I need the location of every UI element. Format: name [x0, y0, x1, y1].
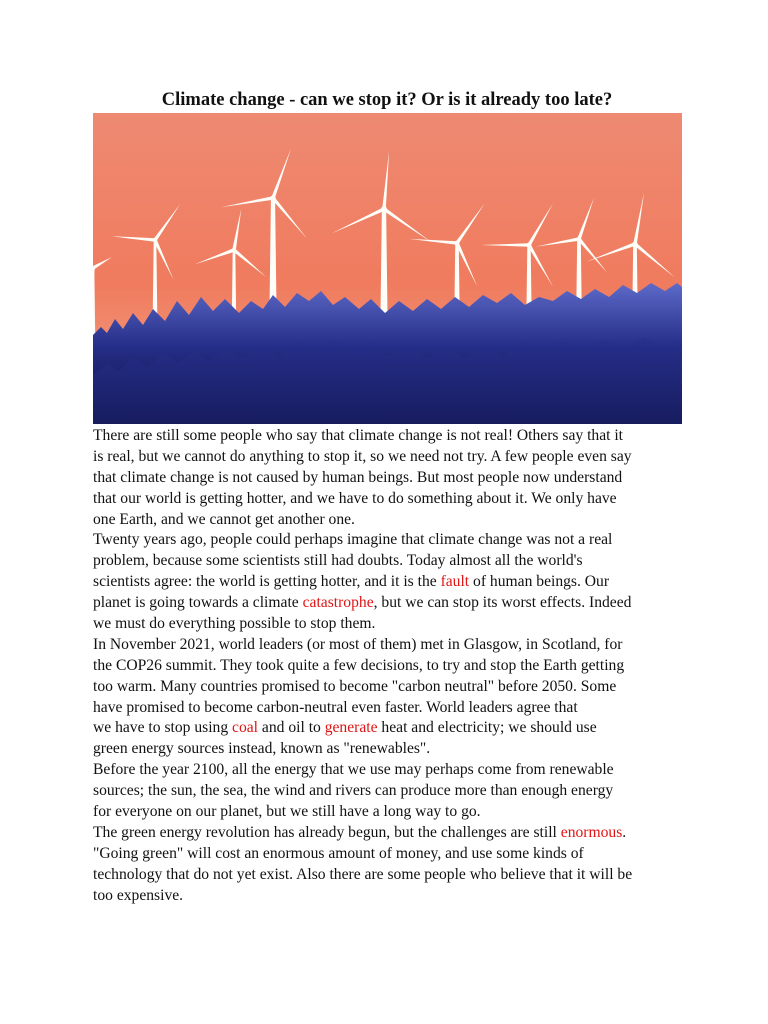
text-span: planet is going towards a climate — [93, 594, 303, 612]
text-line — [93, 718, 693, 739]
text-line — [93, 656, 693, 677]
highlighted-word: generate — [324, 719, 378, 737]
text-span: green energy sources instead, known as "renewables". — [93, 740, 431, 758]
text-line — [93, 844, 693, 865]
highlighted-word: catastrophe — [302, 594, 374, 612]
text-line — [93, 760, 693, 781]
wind-turbines-photo — [93, 113, 682, 424]
text-line — [93, 698, 693, 719]
article-body — [93, 426, 693, 906]
text-line — [93, 447, 693, 468]
page-title: Climate change - can we stop it? Or is it already too late? — [161, 90, 613, 110]
text-span: scientists agree: the world is getting hotter, and it is the — [93, 573, 441, 591]
text-span: There are still some people who say that climate change is not real! Others say that it — [93, 427, 624, 444]
text-line — [93, 572, 693, 593]
highlighted-word: coal — [232, 719, 259, 737]
text-span: we have to stop using — [93, 719, 233, 737]
text-line — [93, 886, 693, 907]
text-span: The green energy revolution has already begun, but the challenges are still — [93, 823, 561, 841]
text-line — [93, 489, 693, 510]
text-span: sources; the sun, the sea, the wind and rivers can produce more than enough energy — [93, 782, 614, 800]
text-line — [93, 781, 693, 802]
text-line — [93, 739, 693, 760]
text-line — [93, 468, 693, 489]
text-span: Before the year 2100, all the energy that we use may perhaps come from renewable — [93, 761, 614, 779]
text-span: of human beings. Our — [469, 573, 610, 591]
text-span: the COP26 summit. They took quite a few decisions, to try and stop the Earth getting — [93, 656, 625, 674]
highlighted-word: enormous — [560, 823, 623, 841]
text-span: , but we can stop its worst effects. Indeed — [373, 594, 632, 612]
text-span: too expensive. — [93, 886, 184, 904]
text-line — [93, 551, 693, 572]
text-span: heat and electricity; we should use — [377, 719, 597, 737]
text-span: "Going green" will cost an enormous amount of money, and use some kinds of — [93, 844, 584, 862]
text-span: technology that do not yet exist. Also there are some people who believe that it will be — [93, 865, 633, 883]
text-line — [93, 823, 693, 844]
text-span: for everyone on our planet, but we still have a long way to go. — [93, 803, 481, 821]
text-span: is real, but we cannot do anything to stop it, so we need not try. A few people even say — [93, 447, 632, 465]
text-span: have promised to become carbon-neutral even faster. World leaders agree that — [93, 698, 578, 716]
text-span: we must do everything possible to stop them. — [93, 615, 376, 633]
text-line — [93, 677, 693, 698]
text-span: Twenty years ago, people could perhaps imagine that climate change was not a real — [93, 531, 613, 549]
text-span: too warm. Many countries promised to become "carbon neutral" before 2050. Some — [93, 677, 617, 695]
text-line — [93, 614, 693, 635]
text-line — [93, 865, 693, 886]
text-span: one Earth, and we cannot get another one. — [93, 510, 355, 528]
text-span: . — [622, 823, 627, 841]
text-span: In November 2021, world leaders (or most of them) met in Glasgow, in Scotland, for — [93, 635, 623, 653]
text-line — [93, 530, 693, 551]
text-line — [93, 802, 693, 823]
text-line — [93, 426, 693, 447]
text-span: problem, because some scientists still had doubts. Today almost all the world's — [93, 552, 583, 570]
text-line — [93, 510, 693, 531]
text-span: that our world is getting hotter, and we have to do something about it. We only have — [93, 489, 617, 507]
highlighted-word: fault — [440, 573, 470, 591]
text-line — [93, 593, 693, 614]
text-span: and oil to — [258, 719, 325, 737]
text-span: that climate change is not caused by human beings. But most people now understand — [93, 468, 623, 486]
text-line — [93, 635, 693, 656]
